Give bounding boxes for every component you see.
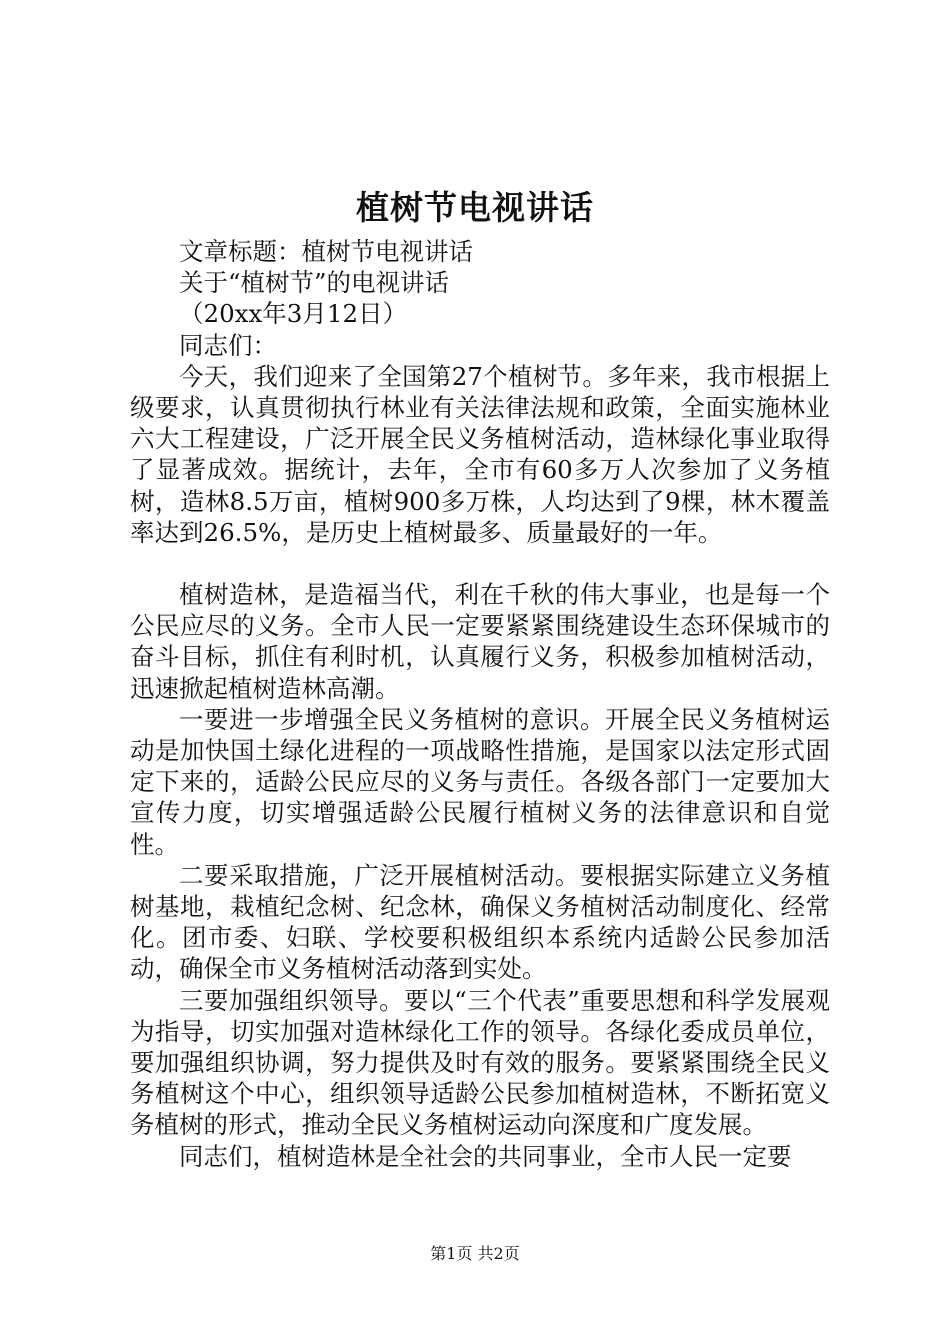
page-footer: 第1页 共2页 [430, 1244, 520, 1263]
body-paragraph: 一要进一步增强全民义务植树的意识。开展全民义务植树运动是加快国土绿化进程的一项战略性措施，是国家以法定形式固定下来的，适龄公民应尽的义务与责任。各级各部门一定要加大宣传力度，切实增强适龄公民履行植树义务的法律意识和自觉性。 [130, 704, 830, 859]
body-paragraph: 同志们，植树造林是全社会的共同事业，全市人民一定要 [179, 1141, 792, 1171]
article-title-line: 文章标题：植树节电视讲话 [179, 237, 473, 266]
body-paragraph: 三要加强组织领导。要以“三个代表”重要思想和科学发展观为指导，切实加强对造林绿化工作的领导。各绿化委成员单位，要加强组织协调，努力提供及时有效的服务。要紧紧围绕全民义务植树这个中心，组织领导适龄公民参加植树造林，不断拓宽义务植树的形式，推动全民义务植树运动向深度和广度发展。 [130, 985, 830, 1140]
body-paragraph: 今天，我们迎来了全国第27个植树节。多年来，我市根据上级要求，认真贯彻执行林业有关法律法规和政策，全面实施林业六大工程建设，广泛开展全民义务植树活动，造林绿化事业取得了显著成效。据统计，去年，全市有60多万人次参加了义务植树，造林8.5万亩，植树900多万株，人均达到了9棵，林木覆盖率达到26.5%，是历史上植树最多、质量最好的一年。 [130, 361, 830, 547]
salutation-line: 同志们： [179, 330, 277, 360]
document-body [130, 236, 830, 1172]
body-paragraph: 植树造林，是造福当代，利在千秋的伟大事业，也是每一个公民应尽的义务。全市人民一定要紧紧围绕建设生态环保城市的奋斗目标，抓住有利时机，认真履行义务，积极参加植树活动，迅速掀起植树造林高潮。 [130, 580, 830, 703]
speech-date-line: （20xx年3月12日） [179, 299, 408, 329]
document-title: 植树节电视讲话 [356, 188, 594, 227]
speech-heading-line: 关于“植树节”的电视讲话 [179, 268, 450, 298]
body-paragraph: 二要采取措施，广泛开展植树活动。要根据实际建立义务植树基地，栽植纪念树、纪念林，确保义务植树活动制度化、经常化。团市委、妇联、学校要积极组织本系统内适龄公民参加活动，确保全市义务植树活动落到实处。 [130, 860, 830, 984]
